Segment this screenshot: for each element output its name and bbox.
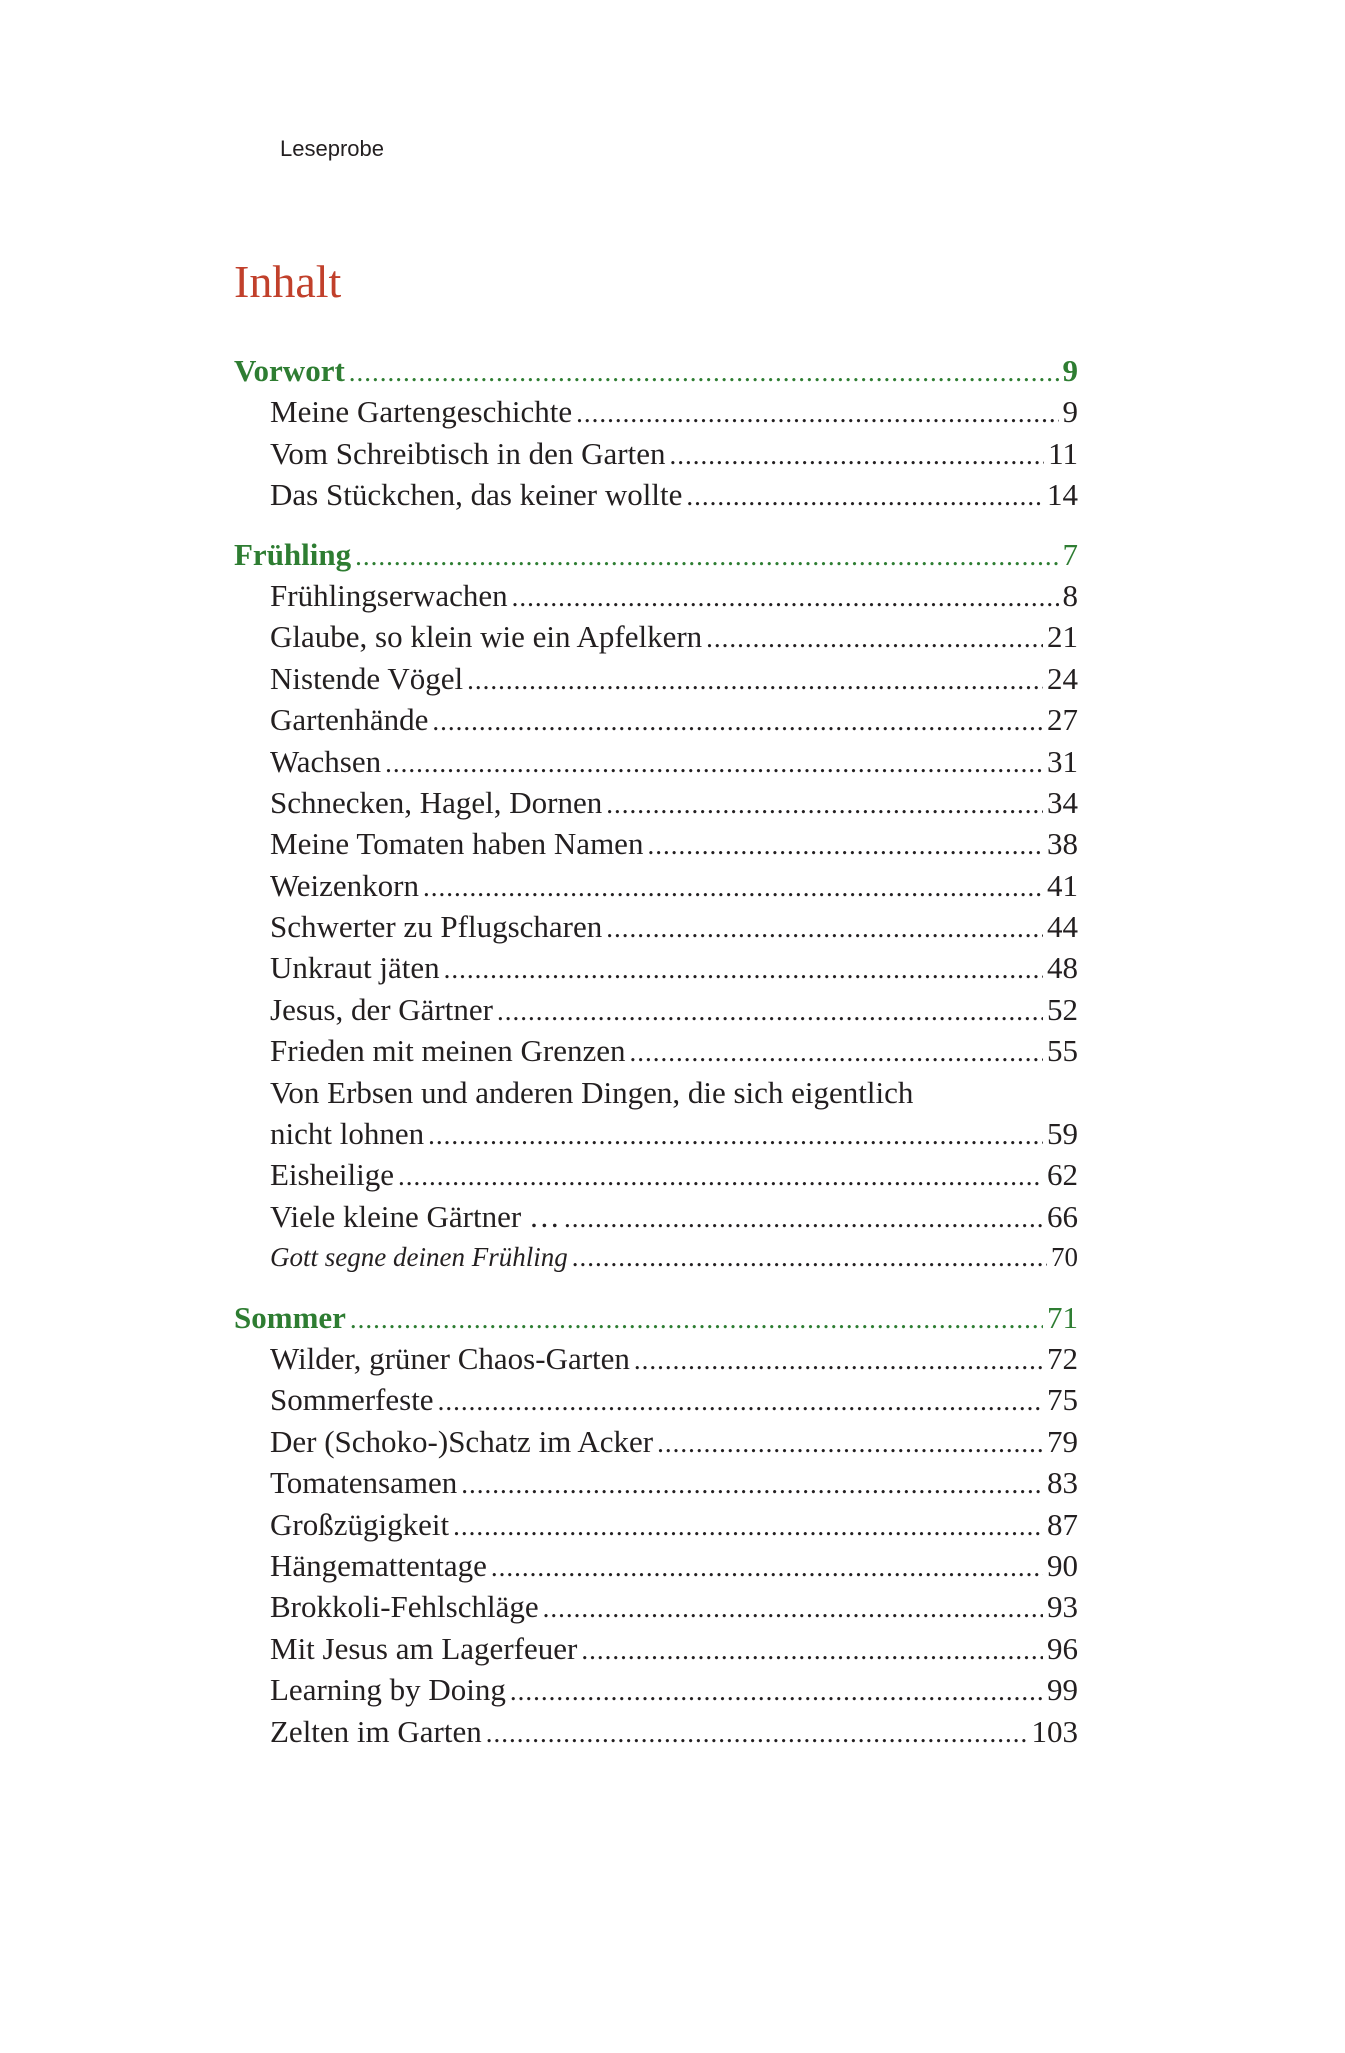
toc-entry[interactable] (234, 616, 1078, 657)
toc-heading: Inhalt (234, 256, 342, 307)
toc-entry[interactable] (234, 658, 1078, 699)
toc-chapter-title: Vorwort (234, 353, 345, 388)
toc-entry-title: Das Stückchen, das keiner wollte (270, 477, 683, 513)
toc-entry-title: Weizenkorn (270, 867, 419, 903)
toc-section-sommer (234, 1297, 1078, 1752)
dot-leader (686, 476, 1043, 517)
toc-page-number: 11 (1048, 435, 1078, 471)
toc-entry-title: Vom Schreibtisch in den Garten (270, 435, 666, 471)
dot-leader (355, 536, 1058, 577)
toc-page-number: 72 (1047, 1340, 1078, 1376)
toc-page-number: 34 (1047, 784, 1078, 820)
toc-entry[interactable] (234, 1628, 1078, 1669)
dot-leader (491, 1547, 1043, 1588)
dot-leader (512, 577, 1059, 618)
toc-page-number: 59 (1047, 1116, 1078, 1152)
toc-page-number: 21 (1047, 619, 1078, 655)
toc-entry-title: Hängemattentage (270, 1547, 487, 1583)
toc-page-number: 9 (1062, 353, 1078, 388)
toc-page-number: 8 (1062, 577, 1078, 613)
dot-leader (647, 825, 1043, 866)
toc-page-number: 90 (1047, 1547, 1078, 1583)
toc-entry-title: Meine Gartengeschichte (270, 394, 573, 430)
toc-chapter[interactable] (234, 350, 1078, 391)
toc-entry[interactable] (234, 1504, 1078, 1545)
toc-entry-title: Meine Tomaten haben Namen (270, 826, 644, 862)
toc-entry-title: Sommerfeste (270, 1382, 434, 1418)
toc-page-number: 75 (1047, 1382, 1078, 1418)
toc-page-number: 41 (1047, 867, 1078, 903)
toc-entry-title: Learning by Doing (270, 1672, 506, 1708)
toc-entry (234, 1113, 1078, 1154)
toc-page-number: 27 (1047, 702, 1078, 738)
toc-entry-title: Wachsen (270, 743, 382, 779)
toc-entry[interactable] (234, 474, 1078, 515)
toc-page-number: 79 (1047, 1423, 1078, 1459)
dot-leader (398, 1156, 1043, 1197)
toc-entry-title-line: Von Erbsen und anderen Dingen, die sich eigentlich (270, 1074, 914, 1110)
dot-leader (423, 867, 1043, 908)
toc-entry-title: Gartenhände (270, 702, 429, 738)
toc-page-number: 83 (1047, 1465, 1078, 1501)
toc-entry[interactable] (234, 699, 1078, 740)
toc-entry[interactable] (234, 1421, 1078, 1462)
toc-page-number: 48 (1047, 950, 1078, 986)
toc-entry-title: Der (Schoko-)Schatz im Acker (270, 1423, 654, 1459)
toc-entry[interactable] (234, 1154, 1078, 1195)
dot-leader (706, 618, 1043, 659)
toc-entry[interactable] (234, 1669, 1078, 1710)
dot-leader (438, 1381, 1043, 1422)
toc-entry[interactable] (234, 575, 1078, 616)
toc-chapter[interactable] (234, 534, 1078, 575)
dot-leader (350, 1299, 1043, 1340)
dot-leader (461, 1464, 1043, 1505)
toc-entry[interactable] (234, 391, 1078, 432)
toc-page-number: 99 (1047, 1672, 1078, 1708)
toc-entry-italic[interactable] (234, 1237, 1078, 1278)
dot-leader (669, 435, 1044, 476)
toc-page-number: 93 (1047, 1589, 1078, 1625)
toc-entry-title: Frühlingserwachen (270, 577, 508, 613)
toc-entry-title: Mit Jesus am Lagerfeuer (270, 1630, 578, 1666)
toc-entry[interactable] (234, 741, 1078, 782)
dot-leader (385, 743, 1043, 784)
dot-leader (572, 1237, 1047, 1278)
toc-entry-multiline[interactable] (234, 1072, 1078, 1155)
toc-page-number: 52 (1047, 991, 1078, 1027)
toc-page-number: 7 (1062, 536, 1078, 572)
toc-page-number: 70 (1051, 1242, 1078, 1273)
dot-leader (606, 784, 1043, 825)
toc-chapter[interactable] (234, 1297, 1078, 1338)
dot-leader (657, 1423, 1043, 1464)
dot-leader (467, 660, 1043, 701)
toc-entry-title: Nistende Vögel (270, 660, 464, 696)
toc-page-number: 55 (1047, 1033, 1078, 1069)
toc-entry[interactable] (234, 823, 1078, 864)
toc-page-number: 66 (1047, 1198, 1078, 1234)
toc-entry[interactable] (234, 1711, 1078, 1752)
dot-leader (634, 1340, 1043, 1381)
dot-leader (432, 701, 1043, 742)
dot-leader (510, 1671, 1043, 1712)
toc-page-number: 31 (1047, 743, 1078, 779)
toc-page-number: 103 (1031, 1713, 1078, 1749)
toc-entry-title: Glaube, so klein wie ein Apfelkern (270, 619, 703, 655)
toc-entry-title: nicht lohnen (270, 1116, 425, 1152)
toc-entry[interactable] (234, 1545, 1078, 1586)
toc-entry-title: Großzügigkeit (270, 1506, 450, 1542)
dot-leader (630, 1032, 1043, 1073)
toc-entry-title: Unkraut jäten (270, 950, 440, 986)
toc-entry[interactable] (234, 1379, 1078, 1420)
dot-leader (581, 1630, 1043, 1671)
toc-entry-title: Schnecken, Hagel, Dornen (270, 784, 603, 820)
dot-leader (444, 949, 1043, 990)
toc-page-number: 38 (1047, 826, 1078, 862)
toc-entry-title: Wilder, grüner Chaos-Garten (270, 1340, 630, 1376)
toc-entry[interactable] (234, 782, 1078, 823)
toc-entry-title: Jesus, der Gärtner (270, 991, 493, 1027)
toc-entry[interactable] (234, 1030, 1078, 1071)
toc-entry-title: Tomatensamen (270, 1465, 458, 1501)
toc-page-number: 71 (1047, 1299, 1078, 1335)
toc-section-fruehling (234, 534, 1078, 1279)
toc-chapter-title: Sommer (234, 1299, 346, 1335)
toc-page-number: 87 (1047, 1506, 1078, 1542)
toc-page-number: 44 (1047, 909, 1078, 945)
dot-leader (453, 1506, 1043, 1547)
table-of-contents (234, 350, 1078, 1770)
toc-page-number: 96 (1047, 1630, 1078, 1666)
toc-page-number: 24 (1047, 660, 1078, 696)
toc-entry-title: Schwerter zu Pflugscharen (270, 909, 603, 945)
toc-entry[interactable] (234, 1462, 1078, 1503)
toc-entry[interactable] (234, 865, 1078, 906)
toc-entry[interactable] (234, 433, 1078, 474)
toc-entry-title: Eisheilige (270, 1157, 394, 1193)
toc-entry-title: Brokkoli-Fehlschläge (270, 1589, 539, 1625)
toc-entry[interactable] (234, 906, 1078, 947)
toc-entry[interactable] (234, 947, 1078, 988)
toc-page-number: 14 (1047, 477, 1078, 513)
toc-entry-title: Zelten im Garten (270, 1713, 482, 1749)
toc-entry-title: Viele kleine Gärtner … (270, 1198, 560, 1234)
dot-leader (349, 352, 1059, 393)
dot-leader (486, 1713, 1028, 1754)
toc-page-number: 9 (1062, 394, 1078, 430)
dot-leader (497, 991, 1043, 1032)
dot-leader (606, 908, 1043, 949)
toc-entry[interactable] (234, 989, 1078, 1030)
toc-page-number: 62 (1047, 1157, 1078, 1193)
dot-leader (428, 1115, 1043, 1156)
toc-chapter-title: Frühling (234, 536, 352, 572)
toc-entry[interactable] (234, 1586, 1078, 1627)
toc-entry-title: Frieden mit meinen Grenzen (270, 1033, 626, 1069)
dot-leader (543, 1588, 1043, 1629)
toc-entry-title: Gott segne deinen Frühling (270, 1242, 568, 1273)
dot-leader (564, 1198, 1043, 1239)
dot-leader (576, 393, 1058, 434)
toc-entry[interactable] (234, 1196, 1078, 1237)
toc-entry[interactable] (234, 1338, 1078, 1379)
toc-section-vorwort (234, 350, 1078, 516)
leseprobe-label: Leseprobe (280, 136, 384, 161)
